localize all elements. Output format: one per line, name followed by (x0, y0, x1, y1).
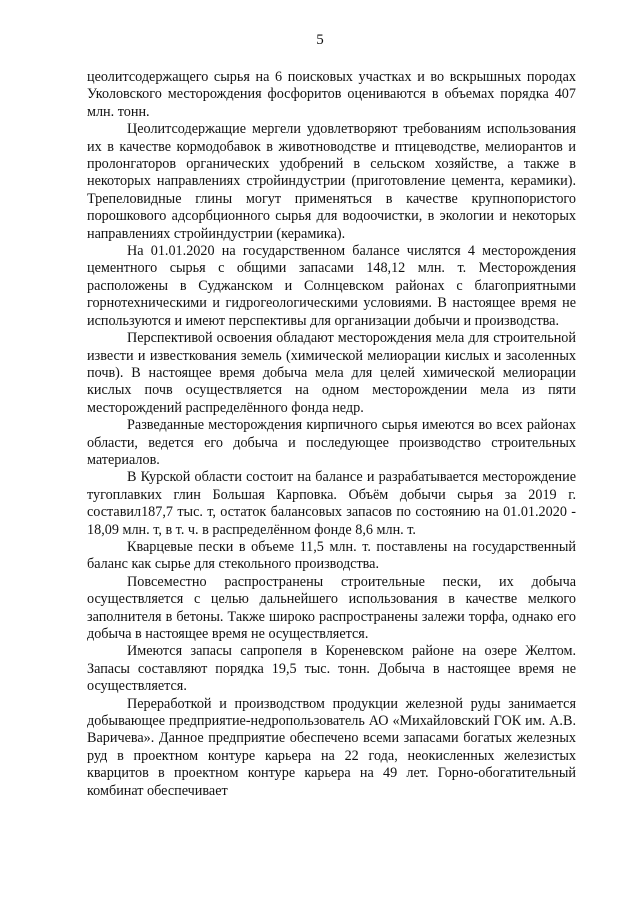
paragraph-zeolite-reserves: цеолитсодержащего сырья на 6 поисковых участках и во вскрышных породах Уколовского месторождения фосфоритов оцениваются в объемах порядка 407 млн. тонн. (87, 69, 576, 120)
page-number: 5 (316, 32, 324, 48)
paragraph-chalk: Перспективой освоения обладают месторождения мела для строительной извести и известкования земель (химической мелиорации кислых и засоленных почв). В настоящее время добыча мела для целей химической мелиорации кислых почв осуществляется на одном месторождении мела из пяти месторождений распределённого фонда недр. (87, 330, 576, 416)
paragraph-cement-raw-materials: На 01.01.2020 на государственном балансе числятся 4 месторождения цементного сырья с общими запасами 148,12 млн. т. Месторождения расположены в Суджанском и Солнцевском районах с благоприятными горнотехническими и гидрогеологическими условиями. В настоящее время не используются и имеют перспективы для организации добычи и производства. (87, 243, 576, 329)
paragraph-brick-raw-materials: Разведанные месторождения кирпичного сырья имеются во всех районах области, ведется его добыча и последующее производство строительных материалов. (87, 417, 576, 468)
paragraph-refractory-clays: В Курской области состоит на балансе и разрабатывается месторождение тугоплавких глин Большая Карповка. Объём добычи сырья за 2019 г. составил187,7 тыс. т, остаток балансовых запасов по состоянию на 01.01.2020 - 18,09 млн. т, в т. ч. в распределённом фонде 8,6 млн. т. (87, 469, 576, 538)
body-text (87, 69, 576, 800)
paragraph-sapropel: Имеются запасы сапропеля в Кореневском районе на озере Желтом. Запасы составляют порядка 19,5 тыс. тонн. Добыча в настоящее время не осуществляется. (87, 643, 576, 695)
paragraph-iron-ore: Переработкой и производством продукции железной руды занимается добывающее предприятие-недропользователь АО «Михайловский ГОК им. А.В. Варичева». Данное предприятие обеспечено всеми запасами богатых железных руд в проектном контуре карьера на 22 года, неокисленных железистых кварцитов в проектном контуре карьера на 49 лет. Горно-обогатительный комбинат обеспечивает (87, 695, 576, 799)
paragraph-zeolite-marls: Цеолитсодержащие мергели удовлетворяют требованиям использования их в качестве кормодобавок в животноводстве и птицеводстве, мелиорантов и пролонгаторов органических удобрений в сельском хозяйстве, а также в некоторых направлениях стройиндустрии (приготовление цемента, керамики). Трепеловидные глины могут применяться в качестве крупнопористого порошкового адсорбционного сырья для водоочистки, в экологии и некоторых направлениях стройиндустрии (керамика). (87, 121, 576, 242)
paragraph-quartz-sands: Кварцевые пески в объеме 11,5 млн. т. поставлены на государственный баланс как сырье для стекольного производства. (87, 538, 576, 573)
paragraph-construction-sands: Повсеместно распространены строительные пески, их добыча осуществляется с целью дальнейшего использования в качестве мелкого заполнителя в бетоны. Также широко распространены залежи торфа, однако его добыча в настоящее время не осуществляется. (87, 573, 576, 642)
